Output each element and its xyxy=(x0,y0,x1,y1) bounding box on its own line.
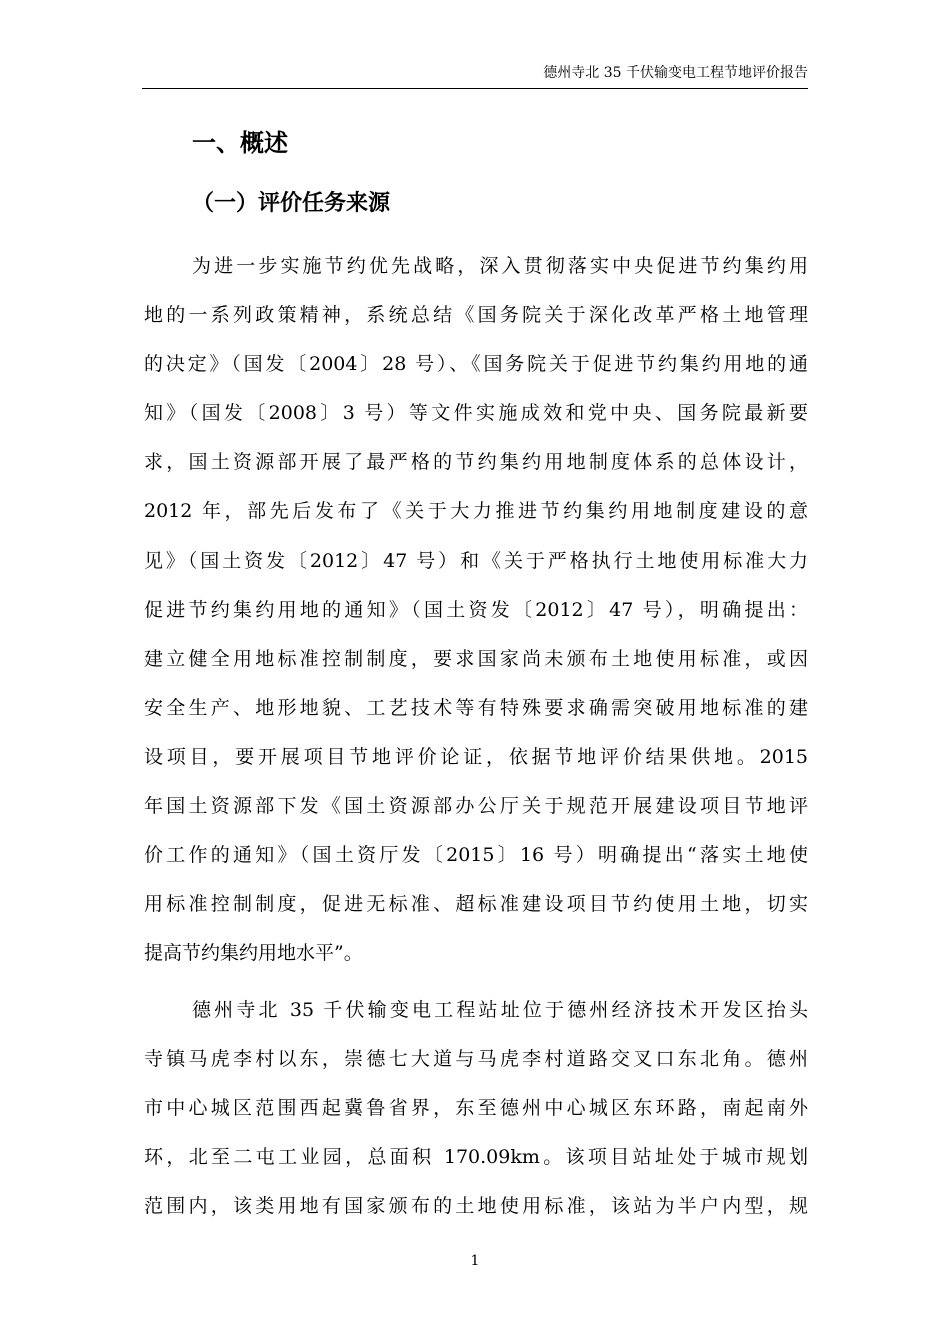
paragraph-line: 安全生产、地形地貌、工艺技术等有特殊要求确需突破用地标准的建 xyxy=(144,697,808,719)
paragraph-line: 环，北至二屯工业园，总面积 170.09km。该项目站址处于城市规划 xyxy=(144,1146,808,1168)
paragraph-line: 2012 年，部先后发布了《关于大力推进节约集约用地制度建设的意 xyxy=(144,500,808,522)
header-title: 德州寺北 35 千伏输变电工程节地评价报告 xyxy=(543,65,808,81)
paragraph-line: 见》（国土资发〔2012〕47 号）和《关于严格执行土地使用标准大力 xyxy=(144,550,808,572)
paragraph-line: 提高节约集约用地水平”。 xyxy=(144,942,363,964)
paragraph-line: 为进一步实施节约优先战略，深入贯彻落实中央促进节约集约用 xyxy=(192,255,808,277)
paragraph-line: 用标准控制制度，促进无标准、超标准建设项目节约使用土地，切实 xyxy=(144,893,808,915)
paragraph-line: 年国土资源部下发《国土资源部办公厅关于规范开展建设项目节地评 xyxy=(144,795,808,817)
section-heading: 一、概述 xyxy=(192,129,288,157)
paragraph-line: 范围内，该类用地有国家颁布的土地使用标准，该站为半户内型，规 xyxy=(144,1195,808,1217)
paragraph-line: 知》（国发〔2008〕3 号）等文件实施成效和党中央、国务院最新要 xyxy=(144,402,808,424)
paragraph-line: 的决定》（国发〔2004〕28 号）、《国务院关于促进节约集约用地的通 xyxy=(144,353,808,375)
paragraph-line: 求，国土资源部开展了最严格的节约集约用地制度体系的总体设计， xyxy=(144,451,808,473)
paragraph-line: 促进节约集约用地的通知》（国土资发〔2012〕47 号），明确提出： xyxy=(144,599,808,621)
paragraph-line: 寺镇马虎李村以东，崇德七大道与马虎李村道路交叉口东北角。德州 xyxy=(144,1048,808,1070)
paragraph-line: 市中心城区范围西起冀鲁省界，东至德州中心城区东环路，南起南外 xyxy=(144,1097,808,1119)
paragraph-line: 价工作的通知》（国土资厅发〔2015〕16 号）明确提出“落实土地使 xyxy=(144,844,808,866)
header-divider xyxy=(142,88,808,89)
paragraph-line: 德州寺北 35 千伏输变电工程站址位于德州经济技术开发区抬头 xyxy=(192,999,808,1021)
subsection-heading: （一）评价任务来源 xyxy=(192,191,391,216)
paragraph-line: 地的一系列政策精神，系统总结《国务院关于深化改革严格土地管理 xyxy=(144,304,808,326)
paragraph-line: 设项目，要开展项目节地评价论证，依据节地评价结果供地。2015 xyxy=(144,746,808,768)
paragraph-line: 建立健全用地标准控制制度，要求国家尚未颁布土地使用标准，或因 xyxy=(144,648,808,670)
page-number: 1 xyxy=(470,1253,480,1269)
